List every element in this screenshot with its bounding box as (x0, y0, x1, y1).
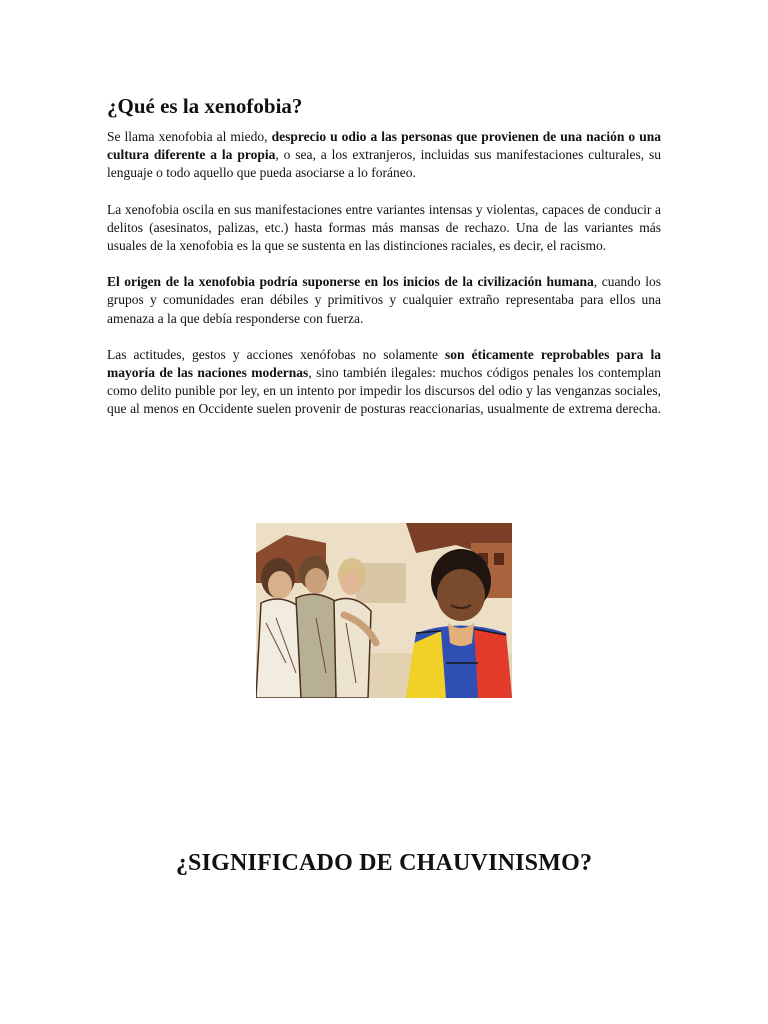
paragraph-legality (107, 346, 661, 419)
paragraph-text: , sino también ilegales: muchos códigos penales los contemplan como delito punible por ley, en un intento por impedir los discursos del odio y las venganzas sociales, que al menos en Occidente suelen provenir de posturas reaccionarias, usualmente de extrema derecha. (107, 365, 661, 417)
paragraph-emphasis: El origen de la xenofobia podría suponerse en los inicios de la civilización humana (107, 274, 594, 290)
paragraph-text: Las actitudes, gestos y acciones xenófobas no solamente (107, 346, 446, 362)
paragraph-manifestations (107, 201, 661, 256)
paragraph-definition (107, 128, 661, 183)
paragraph-origin (107, 273, 661, 328)
xenophobia-illustration (256, 523, 512, 698)
xenofobia-section (107, 92, 661, 419)
paragraph-text: Se llama xenofobia al miedo, (107, 129, 272, 144)
section-title: ¿Qué es la xenofobia? (107, 94, 303, 118)
paragraph-emphasis: desprecio u odio a las personas que provienen de una nación o una cultura diferente a la propia (107, 129, 661, 163)
chauvinismo-heading: ¿SIGNIFICADO DE CHAUVINISMO? (175, 850, 593, 876)
paragraph-text: , o sea, a los extranjeros, incluidas sus manifestaciones culturales, su lenguaje o todo aquello que pueda asociarse a lo foráneo. (107, 147, 661, 181)
paragraph-text: La xenofobia oscila en sus manifestaciones entre variantes intensas y violentas, capaces de conducir a delitos (asesinatos, palizas, etc.) hasta formas más mansas de rechazo. Una de las variantes más usuales de la xenofobia es la que se sustenta en las distinciones raciales, es decir, el racismo. (107, 201, 661, 254)
paragraph-emphasis: son éticamente reprobables para la mayoría de las naciones modernas (107, 346, 661, 381)
paragraph-text: , cuando los grupos y comunidades eran débiles y primitivos y cualquier extraño representaba para ellos una amenaza a la que debía responderse con fuerza. (107, 274, 661, 326)
